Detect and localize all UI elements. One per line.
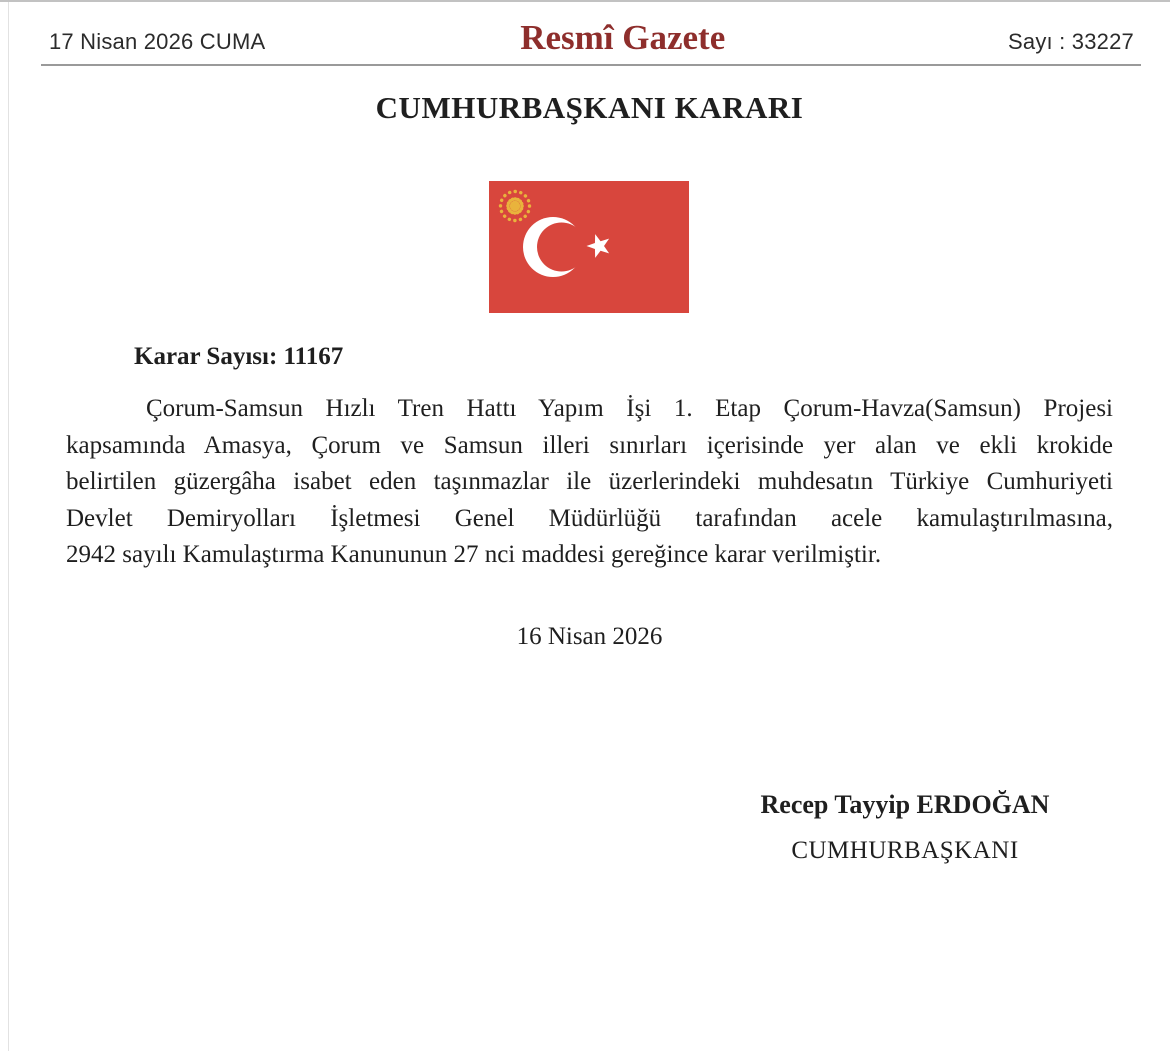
masthead [9, 18, 1170, 62]
body-line: Çorum-Samsun Hızlı Tren Hattı Yapım İşi 1. Etap Çorum-Havza(Samsun) Projesi [146, 395, 1113, 422]
signatory-title: CUMHURBAŞKANI [791, 837, 1019, 864]
decision-date: 16 Nisan 2026 [516, 622, 663, 650]
turkish-presidential-flag-image [489, 181, 689, 313]
signature-block [731, 790, 1079, 865]
decision-number: Karar Sayısı: 11167 [134, 343, 344, 370]
masthead-divider [41, 64, 1141, 66]
turkish-flag-svg [489, 181, 689, 313]
body-line: kapsamında Amasya, Çorum ve Samsun illeri sınırları içerisinde yer alan ve ekli krokide [66, 431, 1113, 459]
page-container [8, 2, 1170, 1051]
issue-date: 17 Nisan 2026 CUMA [49, 29, 266, 54]
decree-title: CUMHURBAŞKANI KARARI [375, 90, 804, 125]
body-line: 2942 sayılı Kamulaştırma Kanununun 27 nci maddesi gereğince karar verilmiştir. [66, 541, 882, 569]
gazette-title: Resmî Gazete [520, 18, 726, 57]
body-line: Devlet Demiryolları İşletmesi Genel Müdürlüğü tarafından acele kamulaştırılmasına, [66, 504, 1113, 532]
decree-body [66, 391, 1113, 574]
signatory-name: Recep Tayyip ERDOĞAN [760, 790, 1050, 819]
body-line: belirtilen güzergâha isabet eden taşınmazlar ile üzerlerindeki muhdesatın Türkiye Cumhuriyeti [66, 468, 1113, 496]
issue-number: Sayı : 33227 [1008, 29, 1134, 54]
